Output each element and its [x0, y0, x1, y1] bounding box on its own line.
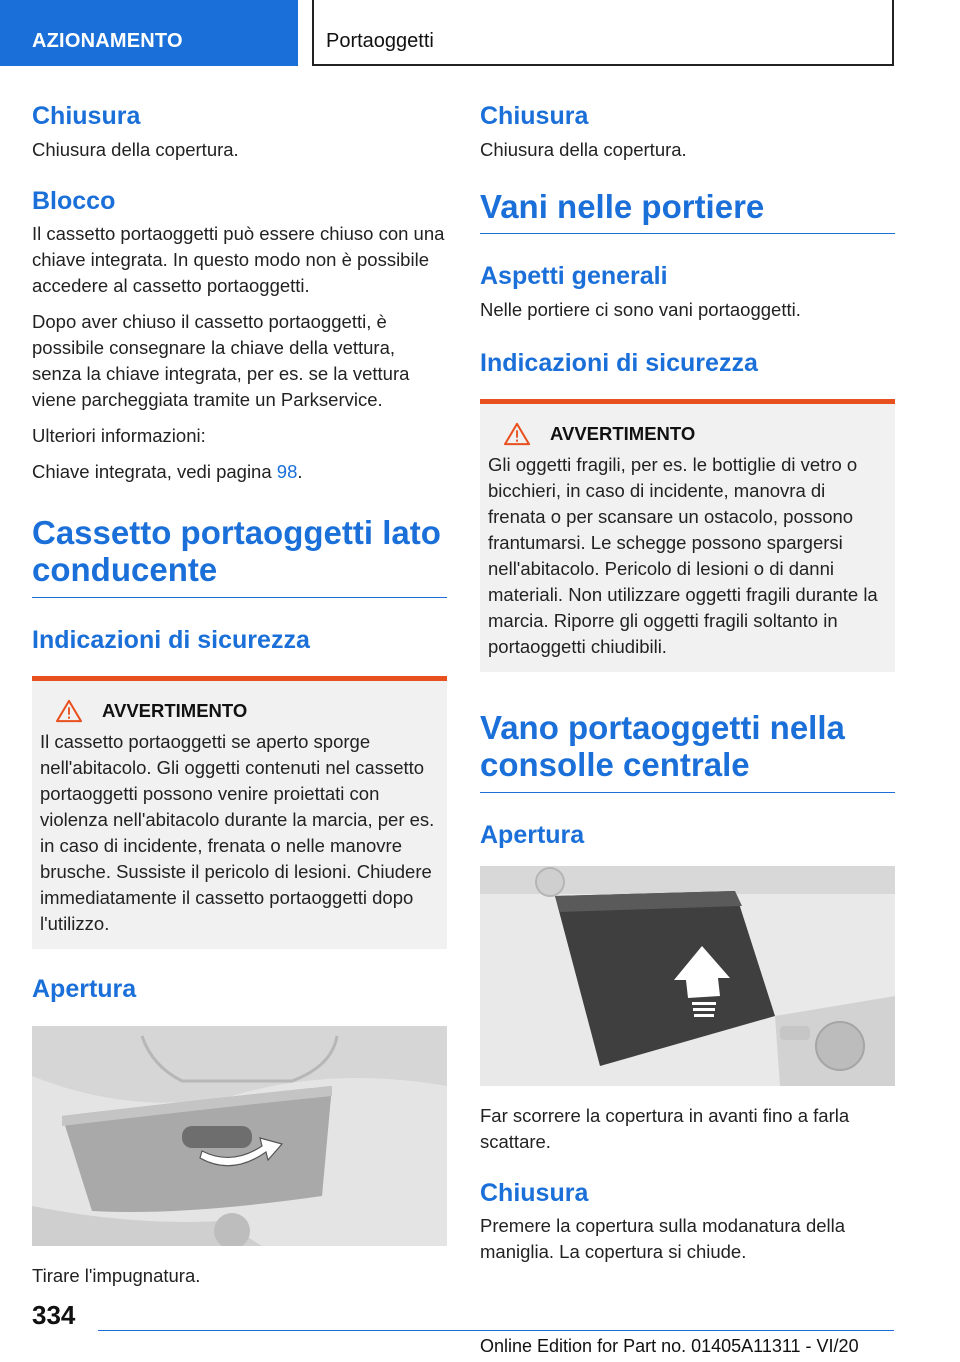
glovebox-handle-image [32, 1026, 447, 1246]
heading-chiusura: Chiusura [32, 102, 141, 130]
caption-apertura-right: Far scorrere la copertura in avanti fino a farla scattare. [480, 1104, 850, 1152]
warning-triangle-icon [54, 699, 84, 723]
heading-blocco: Blocco [32, 186, 116, 215]
page-ref-prefix: Chiave integrata, vedi pagina [32, 461, 277, 482]
heading-aspetti-generali: Aspetti generali [480, 262, 668, 291]
section-tab[interactable]: AZIONAMENTO [0, 0, 298, 66]
warning-triangle-icon [502, 422, 532, 446]
caption-apertura: Tirare l'impugnatura. [32, 1264, 201, 1286]
text-blocco-4 [32, 459, 447, 485]
heading-apertura: Apertura [32, 975, 137, 1004]
section-rule [480, 233, 895, 234]
heading-sicurezza: Indicazioni di sicurezza [32, 625, 310, 654]
warning-box-right [480, 399, 895, 672]
warning-label: AVVERTIMENTO [102, 700, 248, 722]
heading-vani-portiere: Vani nelle portiere [480, 187, 765, 225]
text-blocco-2: Dopo aver chiuso il cassetto portaoggetti, è possibile consegnare la chiave della vettura, senza la chiave integrata, per es. se la vettura viene parcheggiata tramite un Parkservice. [32, 311, 410, 410]
warning-text: Gli oggetti fragili, per es. le bottiglie di vetro o bicchieri, in caso di incidente, manovra di frenata o per scansare un ostacolo, possono frantumarsi. Le schegge possono spargersi nell'abitacolo. Pericolo di lesioni o di danni materiali. Non utilizzare oggetti fragili durante la marcia. Riporre gli oggetti fragili soltanto in portaoggetti chiudibili. [488, 454, 878, 658]
console-cover-image [480, 866, 895, 1086]
text-blocco-3: Ulteriori informazioni: [32, 425, 206, 446]
text-blocco-1: Il cassetto portaoggetti può essere chiuso con una chiave integrata. In questo modo non è possibile accedere al cassetto portaoggetti. [32, 223, 445, 296]
warning-label: AVVERTIMENTO [550, 423, 696, 445]
heading-vano-consolle: Vano portaoggetti nella consolle centrale [480, 709, 845, 784]
text-chiusura2: Premere la copertura sulla modanatura della maniglia. La copertura si chiude. [480, 1215, 846, 1263]
heading-chiusura2: Chiusura [480, 1178, 589, 1207]
text-aspetti-generali: Nelle portiere ci sono vani portaoggetti. [480, 298, 801, 320]
footer-rule [98, 1330, 894, 1331]
left-column [32, 100, 447, 1299]
page-link-98[interactable]: 98 [276, 461, 298, 482]
edition-note: Online Edition for Part no. 01405A11311 - VI/20 [480, 1336, 859, 1356]
heading-cassetto-conducente: Cassetto portaoggetti lato conducente [32, 514, 441, 588]
heading-apertura-right: Apertura [480, 821, 585, 850]
chapter-tab[interactable]: Portaoggetti [312, 0, 894, 66]
section-rule [480, 792, 895, 793]
page-ref-suffix: . [297, 461, 303, 482]
text-chiusura: Chiusura della copertura. [32, 138, 239, 160]
right-column [480, 100, 895, 1275]
page-number: 334 [32, 1300, 76, 1330]
warning-box [32, 676, 447, 949]
warning-text: Il cassetto portaoggetti se aperto sporge nell'abitacolo. Gli oggetti contenuti nel cassetto portaoggetti possono venire proiettati con violenza nell'abitacolo durante la marcia, per es. in caso di incidente, frenata o nelle manovre brusche. Sussiste il pericolo di lesioni. Chiudere immediatamente il cassetto portaoggetti dopo l'utilizzo. [40, 731, 435, 935]
text-chiusura-right: Chiusura della copertura. [480, 138, 687, 160]
heading-chiusura-right: Chiusura [480, 102, 589, 130]
heading-sicurezza-right: Indicazioni di sicurezza [480, 348, 758, 377]
section-rule [32, 597, 447, 598]
